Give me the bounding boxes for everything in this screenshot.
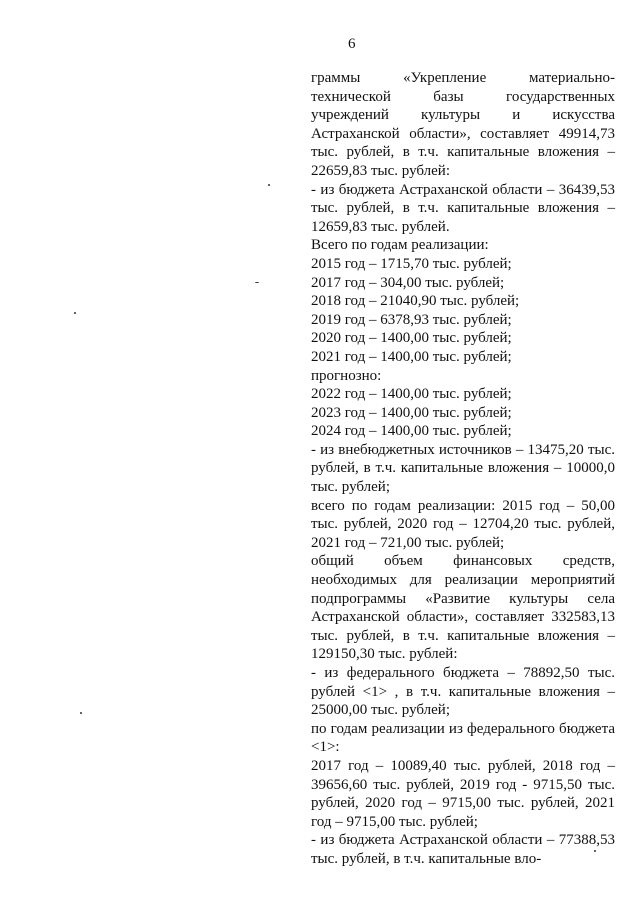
paragraph: 2019 год – 6378,93 тыс. рублей;: [311, 311, 512, 328]
paragraph: - из бюджета Астраханской области – 36439,53 тыс. рублей, в т.ч. капитальные вложения – 12659,83 тыс. рублей.: [311, 181, 615, 235]
paragraph: - из внебюджетных источников – 13475,20 тыс. рублей, в т.ч. капитальные вложения – 10000,0 тыс. рублей;: [311, 441, 615, 496]
paragraph: общий объем финансовых средств, необходимых для реализации мероприятий подпрограммы «Развитие культуры села Астраханской области», составляет 332583,13 тыс. рублей, в т.ч. капитальные вложения – 129150,30 тыс. рублей:: [311, 553, 615, 663]
paragraph: - из бюджета Астраханской области – 77388,53 тыс. рублей, в т.ч. капитальные вло-: [311, 832, 615, 867]
paragraph: 2022 год – 1400,00 тыс. рублей;: [311, 386, 512, 403]
paragraph: 2023 год – 1400,00 тыс. рублей;: [311, 404, 512, 421]
paragraph: всего по годам реализации: 2015 год – 50,00 тыс. рублей, 2020 год – 12704,20 тыс. рублей, 2021 год – 721,00 тыс. рублей;: [311, 497, 615, 551]
paragraph: 2017 год – 304,00 тыс. рублей;: [311, 274, 505, 291]
paragraph: - из федерального бюджета – 78892,50 тыс. рублей <1> , в т.ч. капитальные вложения – 25000,00 тыс. рублей;: [311, 665, 615, 719]
page-number: 6: [348, 36, 356, 52]
scan-speck: [80, 712, 82, 714]
paragraph: Всего по годам реализации:: [311, 237, 489, 254]
body-text: [311, 69, 615, 869]
scan-speck: [74, 312, 76, 314]
paragraph: прогнозно:: [311, 367, 382, 384]
scan-speck: [255, 282, 259, 283]
paragraph: граммы «Укрепление материально-технической базы государственных учреждений культуры и искусства Астраханской области», составляет 49914,73 тыс. рублей, в т.ч. капитальные вложения – 22659,83 тыс. рублей:: [311, 70, 615, 179]
paragraph: 2018 год – 21040,90 тыс. рублей;: [311, 293, 520, 310]
scan-speck: [268, 184, 270, 186]
paragraph: 2021 год – 1400,00 тыс. рублей;: [311, 348, 512, 365]
paragraph: 2015 год – 1715,70 тыс. рублей;: [311, 255, 512, 272]
paragraph: по годам реализации из федерального бюджета <1>:: [311, 720, 615, 756]
paragraph: 2017 год – 10089,40 тыс. рублей, 2018 год – 39656,60 тыс. рублей, 2019 год - 9715,50 тыс. рублей, 2020 год – 9715,00 тыс. рублей, 2021 год – 9715,00 тыс. рублей;: [311, 757, 615, 830]
scan-speck: [594, 850, 596, 852]
paragraph: 2020 год – 1400,00 тыс. рублей;: [311, 330, 512, 347]
paragraph: 2024 год – 1400,00 тыс. рублей;: [311, 423, 512, 440]
